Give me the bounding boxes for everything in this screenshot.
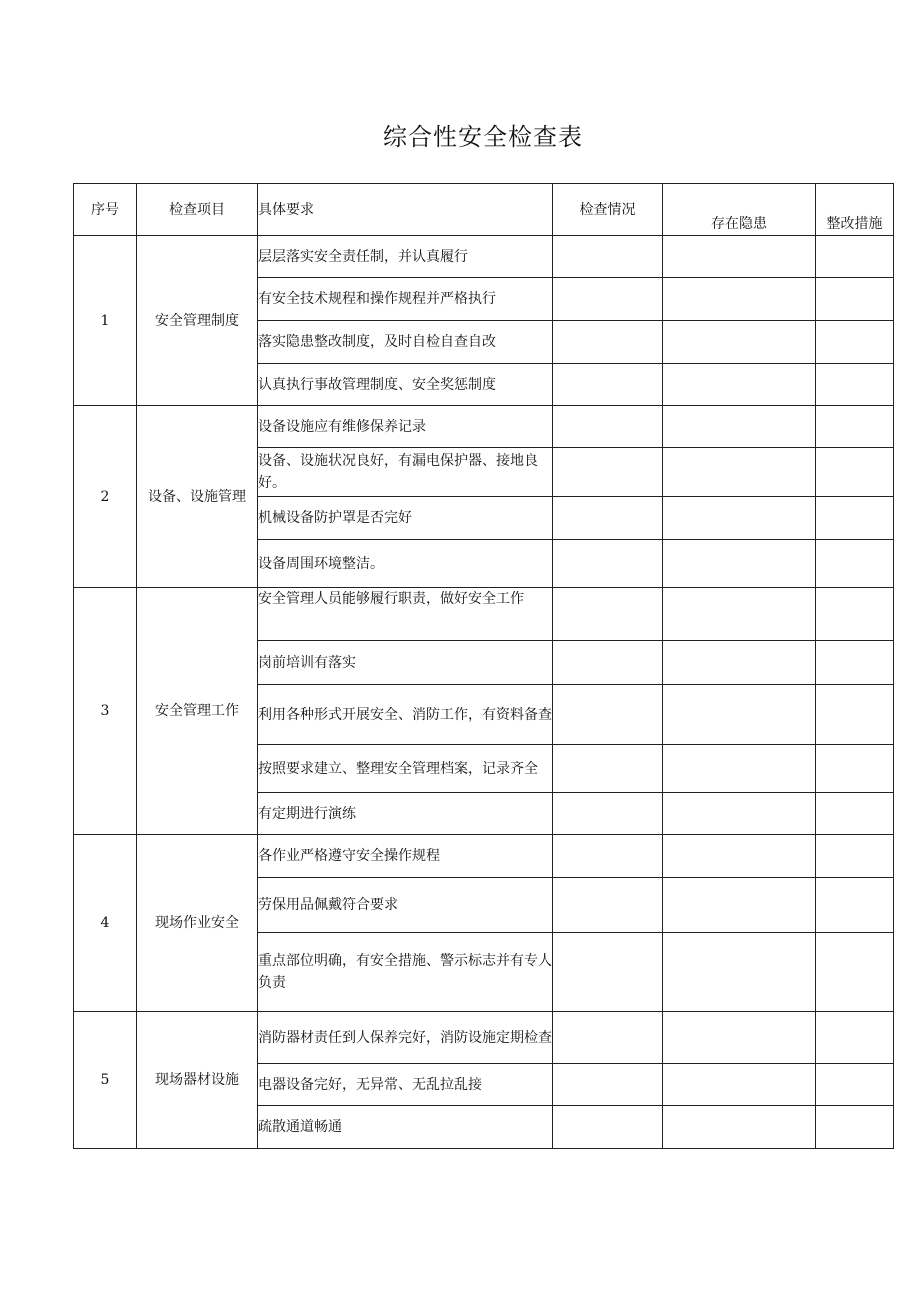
measures-cell[interactable] — [816, 641, 894, 685]
hazard-cell[interactable] — [663, 1064, 816, 1106]
hazard-cell[interactable] — [663, 933, 816, 1012]
measures-cell[interactable] — [816, 835, 894, 878]
section-number: 1 — [74, 236, 137, 406]
requirement-cell: 按照要求建立、整理安全管理档案，记录齐全 — [258, 745, 553, 793]
section-number: 3 — [74, 588, 137, 835]
section-item: 现场器材设施 — [137, 1012, 258, 1149]
requirement-cell: 岗前培训有落实 — [258, 641, 553, 685]
section-number: 2 — [74, 406, 137, 588]
requirement-cell: 认真执行事故管理制度、安全奖惩制度 — [258, 364, 553, 406]
header-status: 检查情况 — [553, 184, 663, 236]
requirement-cell: 重点部位明确，有安全措施、警示标志并有专人负责 — [258, 933, 553, 1012]
requirement-cell: 层层落实安全责任制，并认真履行 — [258, 236, 553, 278]
status-cell[interactable] — [553, 685, 663, 745]
page-title: 综合性安全检查表 — [383, 123, 583, 151]
header-no: 序号 — [74, 184, 137, 236]
measures-cell[interactable] — [816, 588, 894, 641]
section-number: 4 — [74, 835, 137, 1012]
requirement-cell: 安全管理人员能够履行职责，做好安全工作 — [258, 588, 553, 641]
measures-cell[interactable] — [816, 321, 894, 364]
measures-cell[interactable] — [816, 236, 894, 278]
status-cell[interactable] — [553, 540, 663, 588]
section-item: 现场作业安全 — [137, 835, 258, 1012]
measures-cell[interactable] — [816, 406, 894, 448]
table-row — [74, 588, 894, 641]
requirement-cell: 有安全技术规程和操作规程并严格执行 — [258, 278, 553, 321]
table-row — [74, 236, 894, 278]
requirement-cell: 劳保用品佩戴符合要求 — [258, 878, 553, 933]
status-cell[interactable] — [553, 364, 663, 406]
measures-cell[interactable] — [816, 878, 894, 933]
status-cell[interactable] — [553, 835, 663, 878]
status-cell[interactable] — [553, 588, 663, 641]
header-measures: 整改措施 — [816, 184, 894, 236]
status-cell[interactable] — [553, 236, 663, 278]
header-requirement: 具体要求 — [258, 184, 553, 236]
hazard-cell[interactable] — [663, 236, 816, 278]
hazard-cell[interactable] — [663, 321, 816, 364]
status-cell[interactable] — [553, 321, 663, 364]
measures-cell[interactable] — [816, 685, 894, 745]
requirement-cell: 有定期进行演练 — [258, 793, 553, 835]
section-item: 安全管理制度 — [137, 236, 258, 406]
requirement-cell: 机械设备防护罩是否完好 — [258, 497, 553, 540]
status-cell[interactable] — [553, 641, 663, 685]
measures-cell[interactable] — [816, 497, 894, 540]
status-cell[interactable] — [553, 497, 663, 540]
hazard-cell[interactable] — [663, 540, 816, 588]
requirement-cell: 消防器材责任到人保养完好，消防设施定期检查 — [258, 1012, 553, 1064]
hazard-cell[interactable] — [663, 448, 816, 497]
hazard-cell[interactable] — [663, 406, 816, 448]
hazard-cell[interactable] — [663, 685, 816, 745]
status-cell[interactable] — [553, 933, 663, 1012]
status-cell[interactable] — [553, 448, 663, 497]
hazard-cell[interactable] — [663, 1012, 816, 1064]
requirement-cell: 电器设备完好，无异常、无乱拉乱接 — [258, 1064, 553, 1106]
measures-cell[interactable] — [816, 933, 894, 1012]
table-row — [74, 406, 894, 448]
requirement-cell: 设备、设施状况良好，有漏电保护器、接地良好。 — [258, 448, 553, 497]
status-cell[interactable] — [553, 406, 663, 448]
hazard-cell[interactable] — [663, 641, 816, 685]
measures-cell[interactable] — [816, 364, 894, 406]
table-row — [74, 1012, 894, 1064]
requirement-cell: 疏散通道畅通 — [258, 1106, 553, 1149]
measures-cell[interactable] — [816, 745, 894, 793]
section-number: 5 — [74, 1012, 137, 1149]
measures-cell[interactable] — [816, 1064, 894, 1106]
hazard-cell[interactable] — [663, 745, 816, 793]
hazard-cell[interactable] — [663, 878, 816, 933]
status-cell[interactable] — [553, 745, 663, 793]
status-cell[interactable] — [553, 1106, 663, 1149]
hazard-cell[interactable] — [663, 793, 816, 835]
status-cell[interactable] — [553, 793, 663, 835]
requirement-cell: 落实隐患整改制度，及时自检自查自改 — [258, 321, 553, 364]
requirement-cell: 利用各种形式开展安全、消防工作，有资料备查 — [258, 685, 553, 745]
hazard-cell[interactable] — [663, 1106, 816, 1149]
hazard-cell[interactable] — [663, 278, 816, 321]
safety-checklist-table — [73, 183, 894, 1149]
measures-cell[interactable] — [816, 1106, 894, 1149]
section-item: 安全管理工作 — [137, 588, 258, 835]
measures-cell[interactable] — [816, 1012, 894, 1064]
header-item: 检查项目 — [137, 184, 258, 236]
hazard-cell[interactable] — [663, 364, 816, 406]
hazard-cell[interactable] — [663, 588, 816, 641]
status-cell[interactable] — [553, 878, 663, 933]
table-header-row — [74, 184, 894, 236]
measures-cell[interactable] — [816, 793, 894, 835]
measures-cell[interactable] — [816, 448, 894, 497]
hazard-cell[interactable] — [663, 835, 816, 878]
status-cell[interactable] — [553, 1064, 663, 1106]
requirement-cell: 设备周围环境整洁。 — [258, 540, 553, 588]
section-item: 设备、设施管理 — [137, 406, 258, 588]
measures-cell[interactable] — [816, 278, 894, 321]
header-hazard: 存在隐患 — [663, 184, 816, 236]
status-cell[interactable] — [553, 278, 663, 321]
hazard-cell[interactable] — [663, 497, 816, 540]
requirement-cell: 各作业严格遵守安全操作规程 — [258, 835, 553, 878]
requirement-cell: 设备设施应有维修保养记录 — [258, 406, 553, 448]
table-row — [74, 835, 894, 878]
measures-cell[interactable] — [816, 540, 894, 588]
status-cell[interactable] — [553, 1012, 663, 1064]
